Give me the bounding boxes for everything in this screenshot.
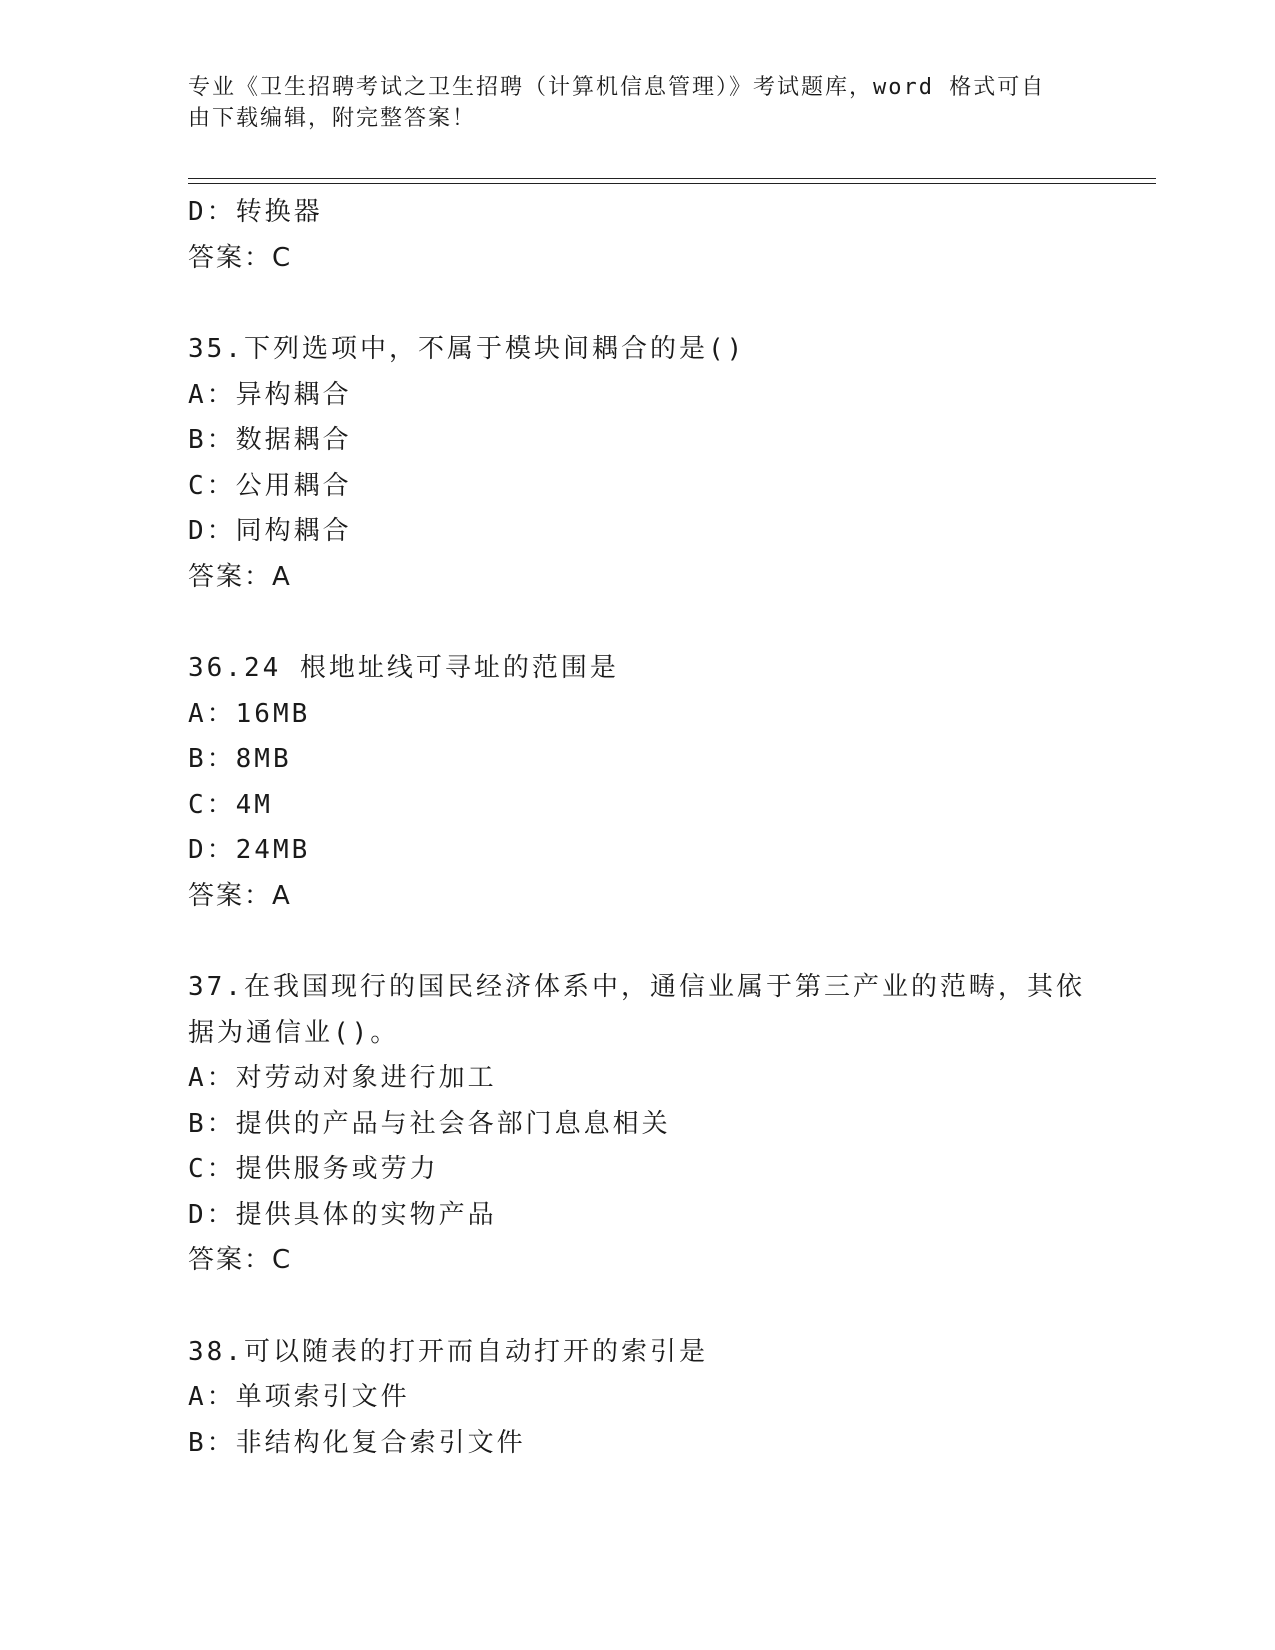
option-b: B：非结构化复合索引文件 [188,1427,526,1458]
header-line-2: 由下载编辑，附完整答案！ [188,106,477,131]
answer-line: 答案：C [188,242,293,273]
question-38 [188,1330,1108,1467]
option-a: A：对劳动对象进行加工 [188,1063,497,1093]
option-c: C：4M [188,789,273,820]
question-37 [188,965,1108,1284]
spacer [188,281,1108,327]
question-36 [188,646,1108,919]
option-c: C：公用耦合 [188,470,352,501]
option-a: A：16MB [188,698,311,729]
option-b: B：8MB [188,744,292,774]
header-divider-top [188,178,1156,179]
answer-line: 答案：C [188,1245,293,1275]
question-stem: 36.24 根地址线可寻址的范围是 [188,653,619,683]
option-b: B：数据耦合 [188,425,352,455]
option-c: C：提供服务或劳力 [188,1154,439,1184]
spacer [188,1284,1108,1330]
option-a: A：单项索引文件 [188,1382,410,1412]
question-35 [188,327,1108,600]
question-stem: 38.可以随表的打开而自动打开的索引是 [188,1336,708,1367]
question-list [188,190,1108,1466]
document-header [188,72,1088,134]
header-line-1: 专业《卫生招聘考试之卫生招聘（计算机信息管理）》考试题库，word 格式可自 [188,75,1046,100]
spacer [188,919,1108,965]
answer-line: 答案：A [188,561,292,592]
option-b: B：提供的产品与社会各部门息息相关 [188,1108,671,1139]
question-stem: 35.下列选项中，不属于模块间耦合的是() [188,334,746,364]
question-stem-line-1: 37.在我国现行的国民经济体系中，通信业属于第三产业的范畴，其依 [188,972,1085,1002]
option-d: D：24MB [188,835,311,865]
question-stem-line-2: 据为通信业()。 [188,1017,400,1048]
option-d: D：同构耦合 [188,516,352,546]
spacer [188,600,1108,646]
option-a: A：异构耦合 [188,379,352,410]
answer-line: 答案：A [188,880,292,911]
option-d: D：转换器 [188,197,323,227]
header-divider-bottom [188,183,1156,184]
option-d: D：提供具体的实物产品 [188,1199,497,1230]
